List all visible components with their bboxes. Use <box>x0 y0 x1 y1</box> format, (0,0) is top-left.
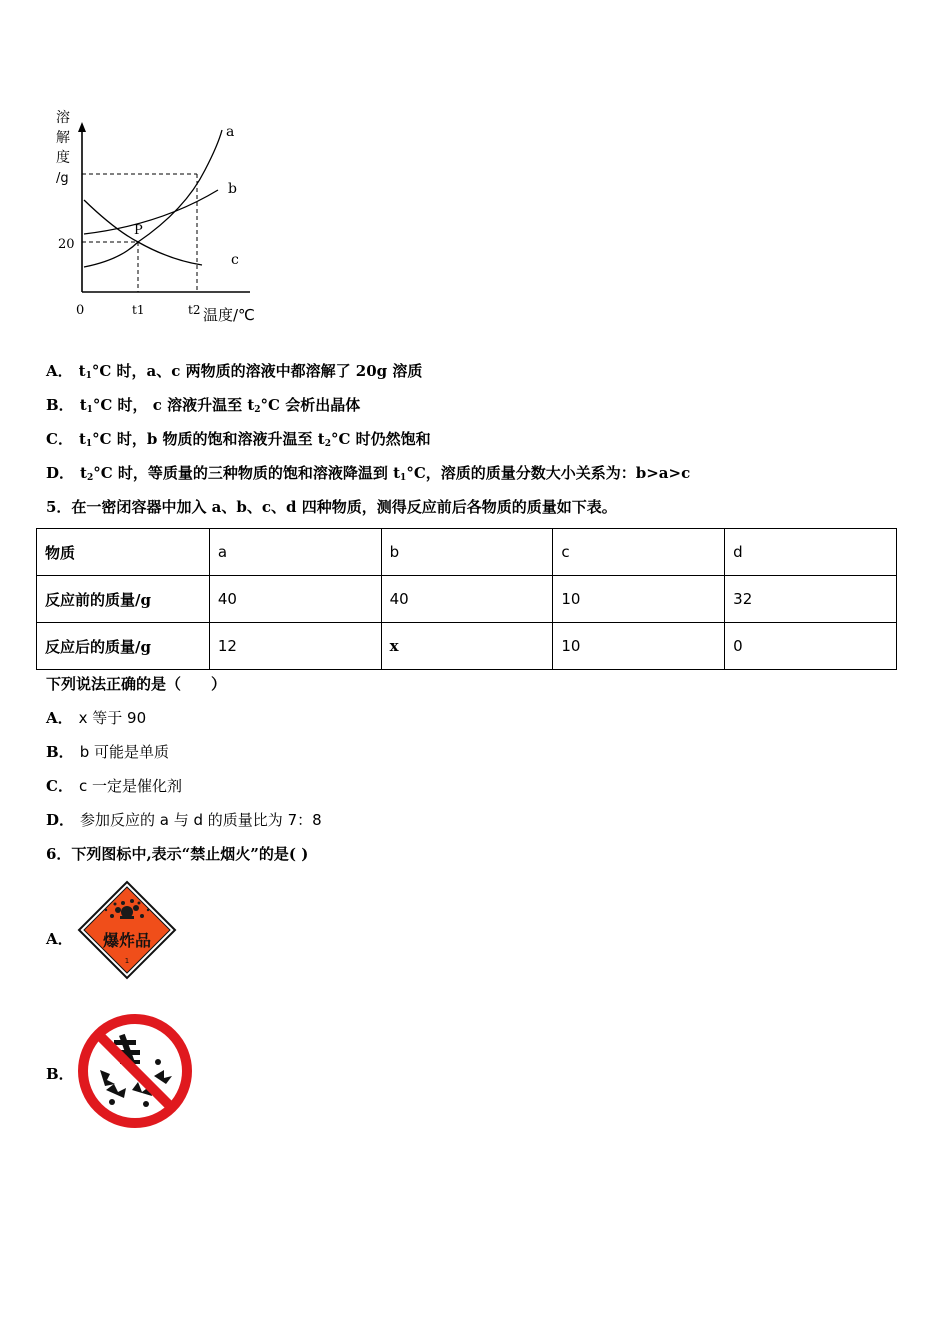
mass-table <box>36 528 897 670</box>
y-label-char-1: 溶 <box>56 110 70 126</box>
origin-label: 0 <box>76 303 85 318</box>
y-label-char-2: 解 <box>56 130 70 146</box>
curve-a <box>84 130 222 267</box>
no-fireworks-sign-icon[interactable] <box>76 1012 194 1130</box>
table-row <box>37 623 897 670</box>
table-cell: 0 <box>725 623 897 670</box>
q5-option-a[interactable]: A． x 等于 90 <box>46 709 147 727</box>
table-cell: d <box>725 529 897 576</box>
y-label-char-3: 度 <box>56 150 70 166</box>
table-cell: a <box>209 529 381 576</box>
table-cell: 10 <box>553 623 725 670</box>
series-label-a: a <box>226 124 235 140</box>
table-cell: x <box>381 623 553 670</box>
x-axis-label: 温度/℃ <box>203 306 255 324</box>
svg-text:1: 1 <box>124 957 130 965</box>
table-cell: 物质 <box>37 529 210 576</box>
x-tick-t1: t1 <box>132 303 145 317</box>
table-cell: 12 <box>209 623 381 670</box>
table-cell: 40 <box>209 576 381 623</box>
q6-option-a-label[interactable]: A． <box>46 930 73 948</box>
q5-option-c[interactable]: C． c 一定是催化剂 <box>46 777 182 795</box>
q5-question: 下列说法正确的是（ ） <box>46 675 227 693</box>
table-row <box>37 576 897 623</box>
table-header-row <box>37 529 897 576</box>
point-label-p: P <box>134 223 143 238</box>
table-cell: b <box>381 529 553 576</box>
curve-c <box>84 200 202 265</box>
q4-option-b[interactable]: B． $t_1^\circ C$ 时， c 溶液升温至 $t_2^\circ C$ 会析出晶体 <box>46 396 361 415</box>
table-cell: 32 <box>725 576 897 623</box>
q4-option-d[interactable]: D． $t_2^\circ C$ 时，等质量的三种物质的饱和溶液降温到 $t_1^\circ C$，溶质的质量分数大小关系为：b>a>c <box>46 464 691 483</box>
table-cell: 反应后的质量/g <box>37 623 210 670</box>
table-cell: 反应前的质量/g <box>37 576 210 623</box>
y-tick-20: 20 <box>58 237 75 252</box>
table-cell: c <box>553 529 725 576</box>
y-label-char-4: /g <box>56 171 69 186</box>
q4-option-a[interactable]: A． $t_1^\circ C$ 时，a、c 两物质的溶液中都溶解了 20g 溶质 <box>46 362 423 381</box>
table-cell: 10 <box>553 576 725 623</box>
solubility-chart <box>40 100 280 330</box>
explosive-sign-icon[interactable] <box>76 880 178 980</box>
q5-option-b[interactable]: B． b 可能是单质 <box>46 743 169 761</box>
q6-option-b-label[interactable]: B． <box>46 1065 74 1083</box>
series-label-b: b <box>228 181 237 197</box>
table-cell: 40 <box>381 576 553 623</box>
curve-b-line <box>84 190 218 234</box>
q5-stem: 5．在一密闭容器中加入 a、b、c、d 四种物质，测得反应前后各物质的质量如下表。 <box>46 498 617 516</box>
series-label-c: c <box>231 252 239 268</box>
q6-stem: 6．下列图标中,表示“禁止烟火”的是( ) <box>46 845 309 863</box>
q5-option-d[interactable]: D． 参加反应的 a 与 d 的质量比为 7：8 <box>46 811 322 829</box>
q4-option-c[interactable]: C． $t_1^\circ C$ 时，b 物质的饱和溶液升温至 $t_2^\circ C$ 时仍然饱和 <box>46 430 431 449</box>
y-axis-arrow <box>78 122 86 132</box>
explosive-sign-text: 爆炸品 <box>102 931 152 950</box>
x-tick-t2: t2 <box>188 303 201 317</box>
